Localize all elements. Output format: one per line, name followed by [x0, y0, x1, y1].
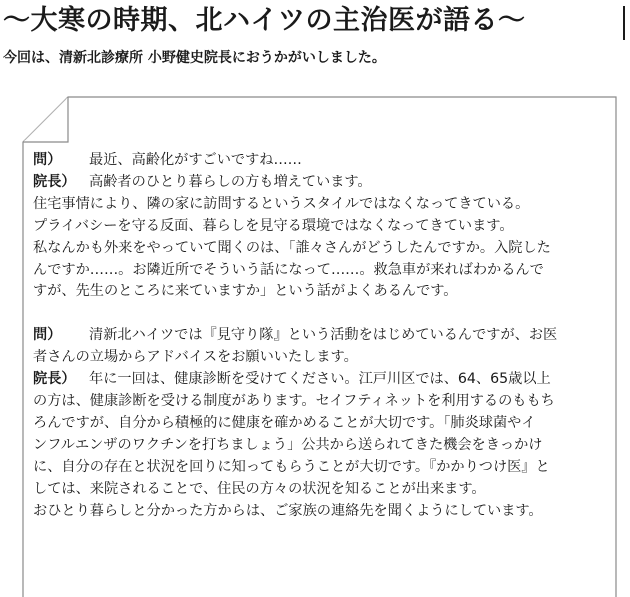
question-text: 者さんの立場からアドバイスをお願いいたします。	[33, 349, 358, 366]
answer-text: んですか……。お隣近所でそういう話になって……。救急車が来ればわかるんで	[33, 261, 544, 278]
answer-text: 私なんかも外来をやっていて聞くのは、「誰々さんがどうしたんですか。入院した	[33, 239, 551, 256]
question-label: 問）	[33, 152, 62, 168]
question-text: 最近、高齢化がすごいですね……	[89, 152, 302, 168]
interview-body	[33, 150, 608, 523]
answer-text: に、自分の存在と状況を回りに知ってもらうことが大切です。『かかりつけ医』と	[33, 458, 550, 475]
qa-block-2	[33, 325, 608, 522]
answer-text: 住宅事情により、隣の家に訪問するというスタイルではなくなってきている。	[33, 195, 530, 212]
qa-block-1	[33, 150, 608, 303]
answer-text: ろんですが、自分から積極的に健康を確かめることが大切です。「肺炎球菌やイ	[33, 414, 536, 431]
answer-label: 院長）	[33, 173, 76, 190]
answer-text: プライバシーを守る反面、暮らしを見守る環境ではなくなってきています。	[33, 217, 514, 234]
answer-text: ンフルエンザのワクチンを打ちましょう」公共から送られてきた機会をきっかけ	[33, 436, 543, 453]
answer-text: の方は、健康診断を受ける制度があります。セイフティネットを利用するのももち	[33, 393, 555, 410]
edge-divider	[623, 6, 625, 40]
answer-text: 高齢者のひとり暮らしの方も増えています。	[89, 173, 372, 190]
answer-text: 年に一回は、健康診断を受けてください。江戸川区では、64、65歳以上	[89, 371, 551, 388]
answer-label: 院長）	[33, 371, 76, 388]
answer-text: おひとり暮らしと分かった方からは、ご家族の連絡先を聞くようにしています。	[33, 502, 543, 519]
page-title: ～大寒の時期、北ハイツの主治医が語る～	[3, 5, 526, 36]
question-text: 清新北ハイツでは『見守り隊』という活動をはじめているんですが、お医	[89, 327, 558, 344]
answer-line	[33, 172, 608, 194]
page-subtitle: 今回は、清新北診療所 小野健史院長におうかがいしました。	[3, 50, 386, 66]
answer-text: すが、先生のところに来ていますか」という話がよくあるんです。	[33, 283, 458, 300]
answer-text: しては、来院されることで、住民の方々の状況を知ることが出来ます。	[33, 480, 486, 497]
question-line	[33, 325, 608, 347]
question-label: 問）	[33, 327, 62, 344]
question-line	[33, 150, 608, 172]
paragraph-gap	[33, 303, 608, 325]
answer-line	[33, 369, 608, 391]
